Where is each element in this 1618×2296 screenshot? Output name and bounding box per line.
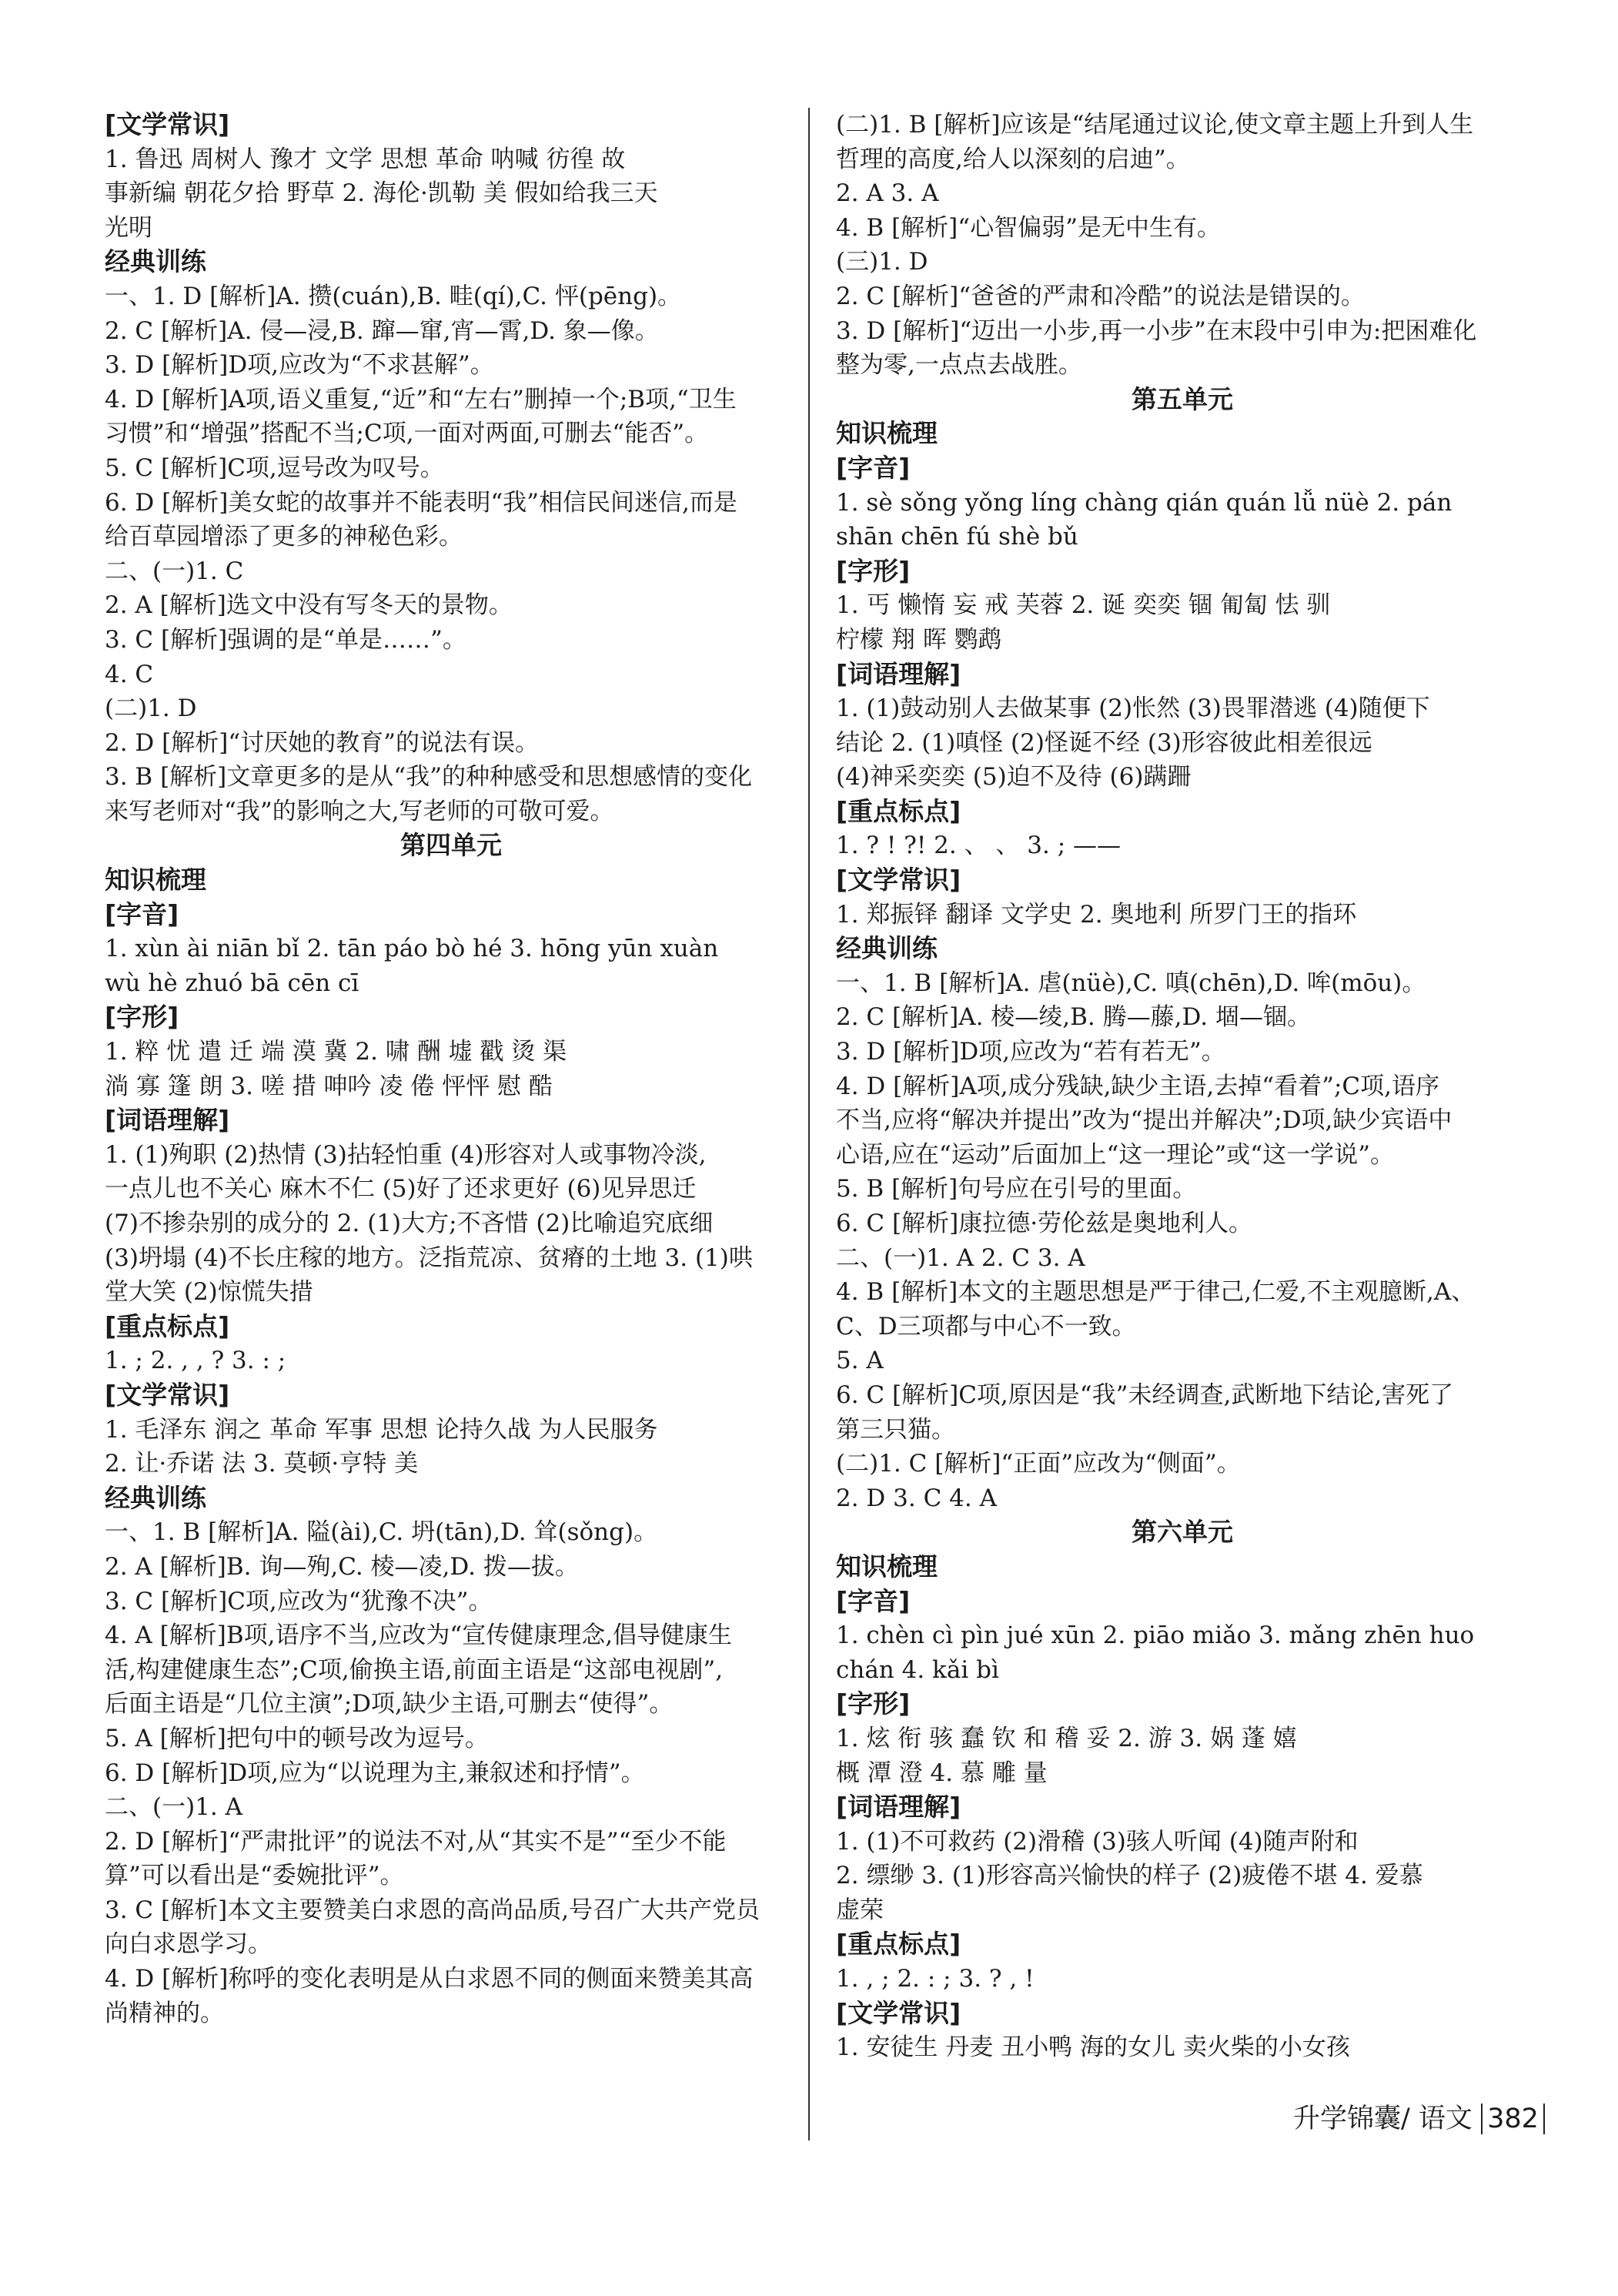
text-line: 3. D [解析]D项,应改为“不求甚解”。 [105,351,494,380]
section-heading: 经典训练 [105,1482,206,1513]
section-heading: [文学常识] [836,865,961,895]
footer-book-title: 升学锦囊/ 语文 [1293,2104,1473,2134]
text-line: 3. C [解析]C项,应改为“犹豫不决”。 [105,1587,493,1615]
text-line: 1. (1)鼓动别人去做某事 (2)怅然 (3)畏罪潜逃 (4)随便下 [836,694,1430,723]
text-line: 1. 粹 忧 遣 迁 端 漠 冀 2. 啸 酬 墟 戳 烫 渠 [105,1038,567,1066]
text-line: 6. C [解析]C项,原因是“我”未经调查,武断地下结论,害死了 [836,1381,1454,1409]
text-line: 2. D [解析]“严肃批评”的说法不对,从“其实不是”“至少不能 [105,1827,727,1856]
section-heading: 经典训练 [836,933,938,964]
text-line: wù hè zhuó bā cēn cī [105,969,359,997]
text-line: 5. B [解析]句号应在引号的里面。 [836,1175,1197,1203]
text-line: 不当,应将“解决并提出”改为“提出并解决”;D项,缺少宾语中 [836,1106,1453,1135]
text-line: C、D三项都与中心不一致。 [836,1312,1136,1340]
text-line: 1. (1)不可救药 (2)滑稽 (3)骇人听闻 (4)随声附和 [836,1827,1359,1856]
section-heading: [词语理解] [836,658,961,689]
text-line: 活,构建健康生态”;C项,偷换主语,前面主语是“这部电视剧”, [105,1655,724,1684]
text-line: 6. C [解析]康拉德·劳伦兹是奥地利人。 [836,1210,1253,1237]
text-line: 1. 安徒生 丹麦 丑小鸭 海的女儿 卖火柴的小女孩 [836,2033,1350,2062]
text-line: 1. 丐 懒惰 妄 戒 芙蓉 2. 诞 奕奕 锢 匍匐 怯 驯 [836,591,1331,620]
section-heading: 第六单元 [1132,1517,1233,1548]
text-line: 1. sè sǒng yǒng líng chàng qián quán lǚ nüè 2. pán [836,488,1453,517]
text-line: 4. B [解析]“心智偏弱”是无中生有。 [836,213,1221,242]
text-line: 整为零,一点点去战胜。 [836,351,1082,380]
text-line: 一、1. B [解析]A. 隘(ài),C. 坍(tān),D. 耸(sǒng)。 [105,1518,658,1547]
text-line: (3)坍塌 (4)不长庄稼的地方。泛指荒凉、贫瘠的土地 3. (1)哄 [105,1243,753,1272]
text-line: 后面主语是“几位主演”;D项,缺少主语,可删去“使得”。 [105,1690,674,1719]
text-line: 4. A [解析]B项,语序不当,应改为“宣传健康理念,倡导健康生 [105,1622,733,1650]
text-line: 概 潭 澄 4. 慕 雕 量 [836,1759,1048,1787]
text-line: 1. 毛泽东 润之 革命 军事 思想 论持久战 为人民服务 [105,1415,658,1444]
right-column [836,108,1529,2065]
text-line: 4. D [解析]A项,语义重复,“近”和“左右”删掉一个;B项,“卫生 [105,385,737,413]
text-line: 心语,应在“运动”后面加上“这一理论”或“这一学说”。 [836,1140,1394,1169]
text-line: 4. D [解析]称呼的变化表明是从白求恩不同的侧面来赞美其高 [105,1965,754,1993]
text-line: 向白求恩学习。 [105,1930,272,1959]
section-heading: 知识梳理 [105,865,206,895]
section-heading: 知识梳理 [836,418,938,449]
text-line: (三)1. D [836,248,928,276]
text-line: 2. 让·乔诺 法 3. 莫顿·亨特 美 [105,1450,419,1478]
section-heading: [文学常识] [105,1379,230,1410]
text-line: 2. C [解析]A. 棱—绫,B. 腾—藤,D. 堌—锢。 [836,1003,1311,1032]
section-heading: 经典训练 [105,246,206,277]
section-heading: [重点标点] [105,1310,230,1341]
text-line: 3. C [解析]强调的是“单是……”。 [105,625,466,654]
section-heading: 第五单元 [1132,383,1233,414]
section-heading: [字音] [836,452,911,483]
text-line: 一点儿也不关心 麻木不仁 (5)好了还求更好 (6)见异思迁 [105,1175,697,1203]
text-line: 2. C [解析]“爸爸的严肃和冷酷”的说法是错误的。 [836,282,1365,310]
text-line: 1. (1)殉职 (2)热情 (3)拈轻怕重 (4)形容对人或事物冷淡, [105,1140,707,1169]
section-heading: [文学常识] [105,109,230,139]
text-line: 5. C [解析]C项,逗号改为叹号。 [105,454,444,482]
text-line: 4. B [解析]本文的主题思想是严于律己,仁爱,不主观臆断,A、 [836,1278,1476,1307]
text-line: 3. C [解析]本文主要赞美白求恩的高尚品质,号召广大共产党员 [105,1896,761,1924]
text-line: shān chēn fú shè bǔ [836,523,1078,551]
section-heading: [词语理解] [105,1105,230,1136]
column-divider [808,108,810,2140]
section-heading: [重点标点] [836,795,961,826]
text-line: 2. A [解析]B. 询—殉,C. 棱—凌,D. 拨—拔。 [105,1552,579,1581]
text-line: 4. C [105,660,154,688]
section-heading: [字形] [836,1689,911,1719]
section-heading: [字形] [836,555,911,586]
section-heading: [重点标点] [836,1929,961,1960]
text-line: 尚精神的。 [105,1999,224,2027]
section-heading: 知识梳理 [836,1551,938,1581]
text-line: 结论 2. (1)嗔怪 (2)怪诞不经 (3)形容彼此相差很远 [836,728,1372,757]
text-line: 2. A 3. A [836,179,939,208]
page-number: 382 [1481,2104,1545,2134]
section-heading: [词语理解] [836,1792,961,1822]
text-line: 5. A [解析]把句中的顿号改为逗号。 [105,1724,489,1752]
text-line: 给百草园增添了更多的神秘色彩。 [105,523,463,551]
text-line: (二)1. B [解析]应该是“结尾通过议论,使文章主题上升到人生 [836,111,1474,139]
text-line: 3. B [解析]文章更多的是从“我”的种种感受和思想感情的变化 [105,763,752,792]
text-line: (4)神采奕奕 (5)迫不及待 (6)蹒跚 [836,763,1192,792]
text-line: (7)不掺杂别的成分的 2. (1)大方;不吝惜 (2)比喻追究底细 [105,1210,714,1237]
page-footer [1293,2097,1545,2136]
section-heading: [字音] [836,1585,911,1616]
text-line: 2. A [解析]选文中没有写冬天的景物。 [105,591,513,620]
text-line: 6. D [解析]D项,应为“以说理为主,兼叙述和抒情”。 [105,1759,645,1787]
text-line: chán 4. kǎi bì [836,1655,999,1684]
text-line: (二)1. D [105,694,197,723]
text-line: 事新编 朝花夕拾 野草 2. 海伦·凯勒 美 假如给我三天 [105,179,658,208]
text-line: 一、1. B [解析]A. 虐(nüè),C. 嗔(chēn),D. 哞(mōu)。 [836,969,1426,997]
section-heading: 第四单元 [400,830,502,861]
text-line: 3. D [解析]“迈出一小步,再一小步”在末段中引申为:把困难化 [836,316,1477,345]
text-line: 光明 [105,213,152,242]
section-heading: [字音] [105,899,179,929]
text-line: 算”可以看出是“委婉批评”。 [105,1862,404,1890]
text-line: 2. 缥缈 3. (1)形容高兴愉快的样子 (2)疲倦不堪 4. 爱慕 [836,1862,1423,1890]
text-line: 柠檬 翔 晖 鹦鹉 [836,625,1002,654]
text-line: 一、1. D [解析]A. 攒(cuán),B. 畦(qí),C. 怦(pēng)。 [105,282,682,310]
section-heading: [文学常识] [836,1997,961,2028]
text-line: 1. 郑振铎 翻译 文学史 2. 奥地利 所罗门王的指环 [836,900,1357,929]
left-column [105,108,797,2030]
text-line: 第三只猫。 [836,1415,955,1444]
text-line: 4. D [解析]A项,成分残缺,缺少主语,去掉“看着”;C项,语序 [836,1072,1439,1100]
text-line: 6. D [解析]美女蛇的故事并不能表明“我”相信民间迷信,而是 [105,488,737,517]
section-heading: [字形] [105,1002,179,1033]
text-line: 1. 鲁迅 周树人 豫才 文学 思想 革命 呐喊 彷徨 故 [105,145,626,173]
text-line: 二、(一)1. C [105,557,244,585]
text-line: 来写老师对“我”的影响之大,写老师的可敬可爱。 [105,797,614,825]
text-line: 3. D [解析]D项,应改为“若有若无”。 [836,1038,1225,1066]
text-line: (二)1. C [解析]“正面”应改为“侧面”。 [836,1450,1241,1478]
text-line: 二、(一)1. A [105,1793,243,1822]
text-line: 1. , ; 2. : ; 3. ? , ! [836,1965,1035,1993]
text-line: 2. D 3. C 4. A [836,1484,997,1512]
text-line: 2. C [解析]A. 侵—浸,B. 蹿—窜,宵—霄,D. 象—像。 [105,316,659,345]
text-line: 二、(一)1. A 2. C 3. A [836,1243,1085,1272]
text-line: 1. 炫 衔 骇 蠢 钦 和 稽 妥 2. 游 3. 娲 蓬 嬉 [836,1724,1297,1752]
text-line: 1. xùn ài niān bǐ 2. tān páo bò hé 3. hōng yūn xuàn [105,935,719,963]
text-line: 堂大笑 (2)惊慌失措 [105,1278,313,1307]
text-line: 习惯”和“增强”搭配不当;C项,一面对两面,可删去“能否”。 [105,420,709,448]
text-line: 2. D [解析]“讨厌她的教育”的说法有误。 [105,728,540,757]
text-line: 5. A [836,1347,884,1375]
text-line: 1. ? ! ?! 2. 、 、 3. ; —— [836,832,1122,860]
text-line: 1. ; 2. , , ? 3. : ; [105,1347,286,1375]
text-line: 虚荣 [836,1896,884,1924]
text-line: 哲理的高度,给人以深刻的启迪”。 [836,145,1190,173]
text-line: 淌 寡 篷 朗 3. 嗟 措 呻吟 凌 倦 怦怦 慰 酷 [105,1072,553,1100]
text-line: 1. chèn cì pìn jué xūn 2. piāo miǎo 3. mǎng zhēn huo [836,1622,1475,1650]
